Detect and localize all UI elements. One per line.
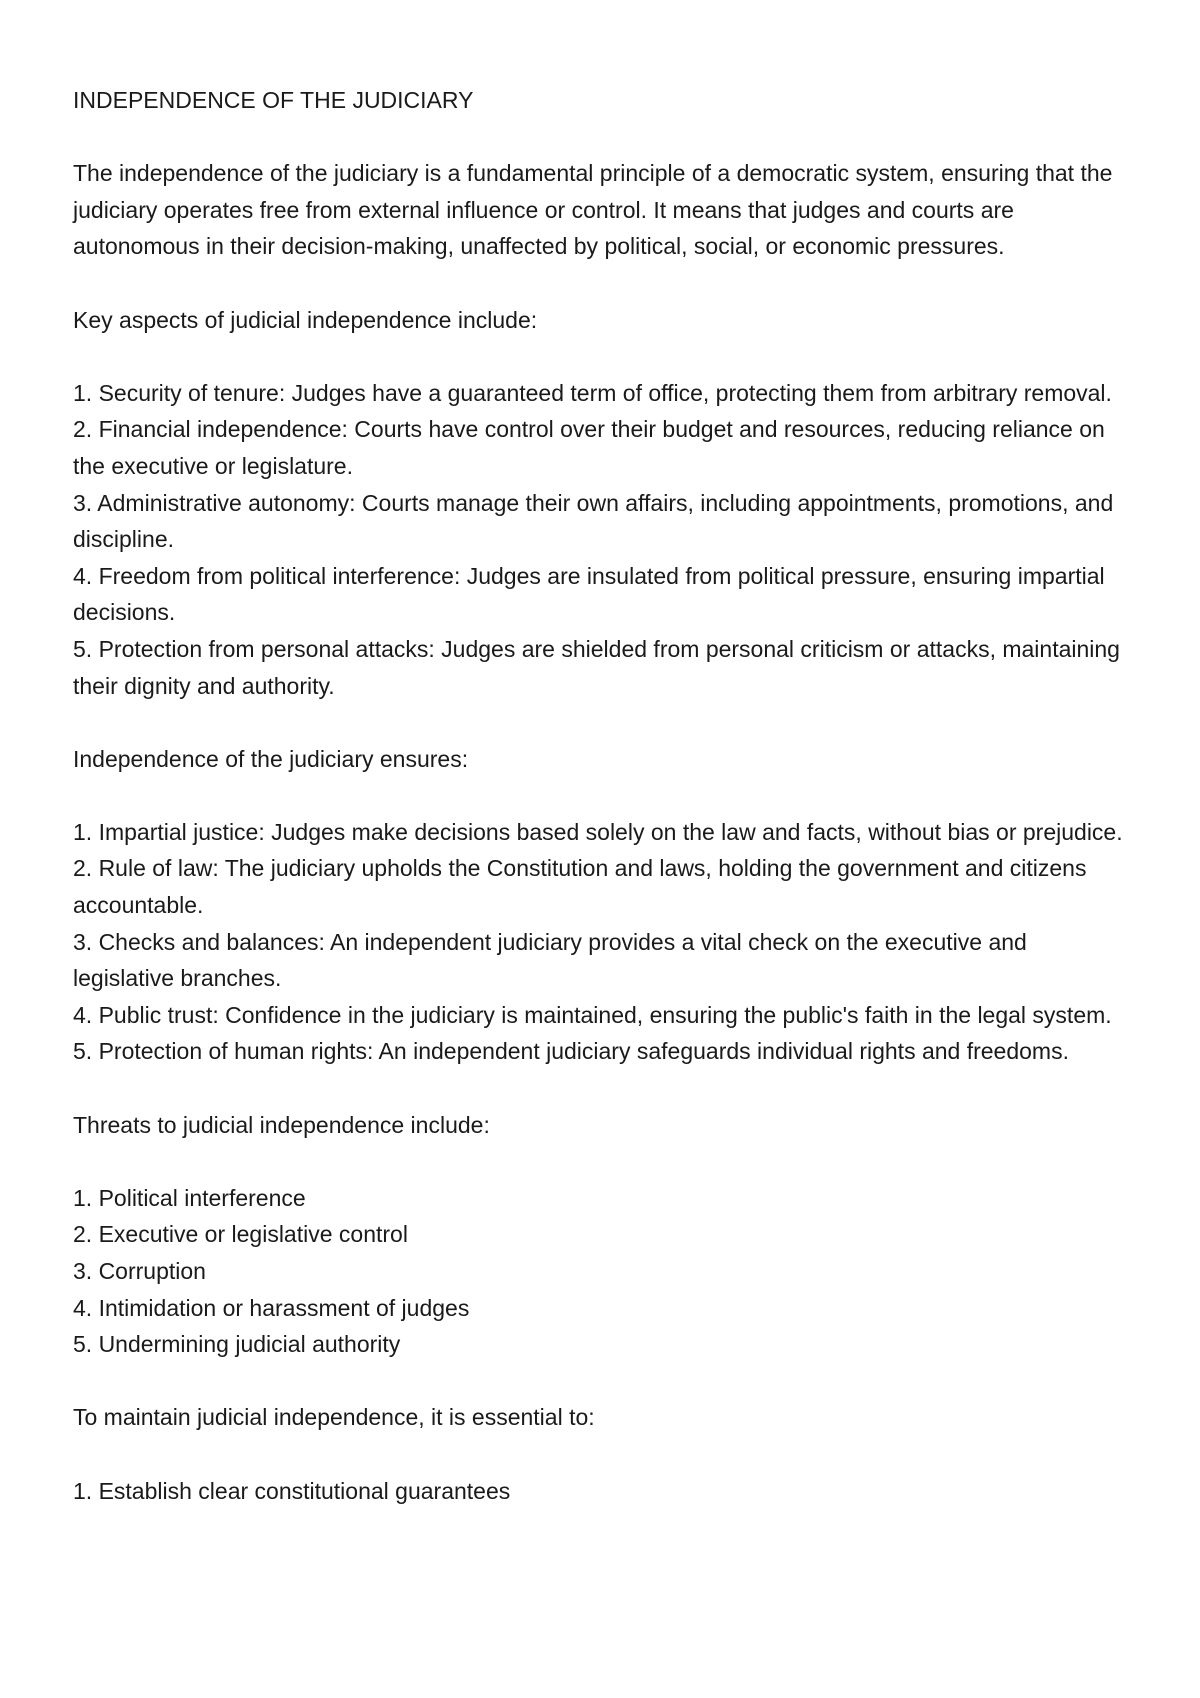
list-item: 5. Protection of human rights: An independent judiciary safeguards individual rights and freedoms.	[73, 1038, 1069, 1065]
aspects-list	[73, 375, 1133, 704]
list-item: 1. Security of tenure: Judges have a guaranteed term of office, protecting them from arbitrary removal.	[73, 379, 1112, 406]
spacer	[73, 704, 1133, 741]
list-item: 4. Freedom from political interference: Judges are insulated from political pressure, ensuring impartial decisions.	[73, 562, 1105, 626]
spacer	[73, 1070, 1133, 1107]
spacer	[73, 1363, 1133, 1400]
aspects-heading: Key aspects of judicial independence include:	[73, 306, 538, 333]
document-page	[73, 82, 1133, 1509]
list-item: 2. Rule of law: The judiciary upholds the Constitution and laws, holding the government and citizens accountable.	[73, 855, 1087, 919]
list-item: 3. Corruption	[73, 1258, 206, 1284]
list-item: 1. Impartial justice: Judges make decisions based solely on the law and facts, without bias or prejudice.	[73, 818, 1123, 845]
list-item: 1. Establish clear constitutional guarantees	[73, 1477, 511, 1504]
list-item: 3. Administrative autonomy: Courts manage their own affairs, including appointments, promotions, and discipline.	[73, 489, 1114, 553]
list-item: 4. Public trust: Confidence in the judiciary is maintained, ensuring the public's faith in the legal system.	[73, 1001, 1112, 1028]
maintain-list	[73, 1473, 1133, 1510]
list-item: 5. Protection from personal attacks: Judges are shielded from personal criticism or attacks, maintaining their dignity and authority.	[73, 635, 1120, 699]
spacer	[73, 1143, 1133, 1180]
list-item: 3. Checks and balances: An independent judiciary provides a vital check on the executive and legislative branches.	[73, 928, 1027, 992]
spacer	[73, 777, 1133, 814]
spacer	[73, 119, 1133, 156]
threats-heading: Threats to judicial independence include:	[73, 1111, 490, 1138]
intro-paragraph: The independence of the judiciary is a fundamental principle of a democratic system, ensuring that the judiciary operates free from external influence or control. It means that judges and courts are autonomous in their decision-making, unaffected by political, social, or economic pressures.	[73, 160, 1113, 260]
list-item: 1. Political interference	[73, 1184, 306, 1211]
ensures-heading: Independence of the judiciary ensures:	[73, 745, 469, 772]
ensures-list	[73, 814, 1133, 1070]
list-item: 5. Undermining judicial authority	[73, 1331, 401, 1358]
spacer	[73, 1436, 1133, 1473]
spacer	[73, 338, 1133, 375]
list-item: 2. Executive or legislative control	[73, 1221, 408, 1248]
document-title: INDEPENDENCE OF THE JUDICIARY	[73, 87, 474, 113]
threats-list	[73, 1180, 1133, 1363]
list-item: 2. Financial independence: Courts have control over their budget and resources, reducing reliance on the executive or legislature.	[73, 416, 1105, 479]
list-item: 4. Intimidation or harassment of judges	[73, 1294, 470, 1321]
spacer	[73, 265, 1133, 302]
maintain-heading: To maintain judicial independence, it is essential to:	[73, 1404, 595, 1431]
